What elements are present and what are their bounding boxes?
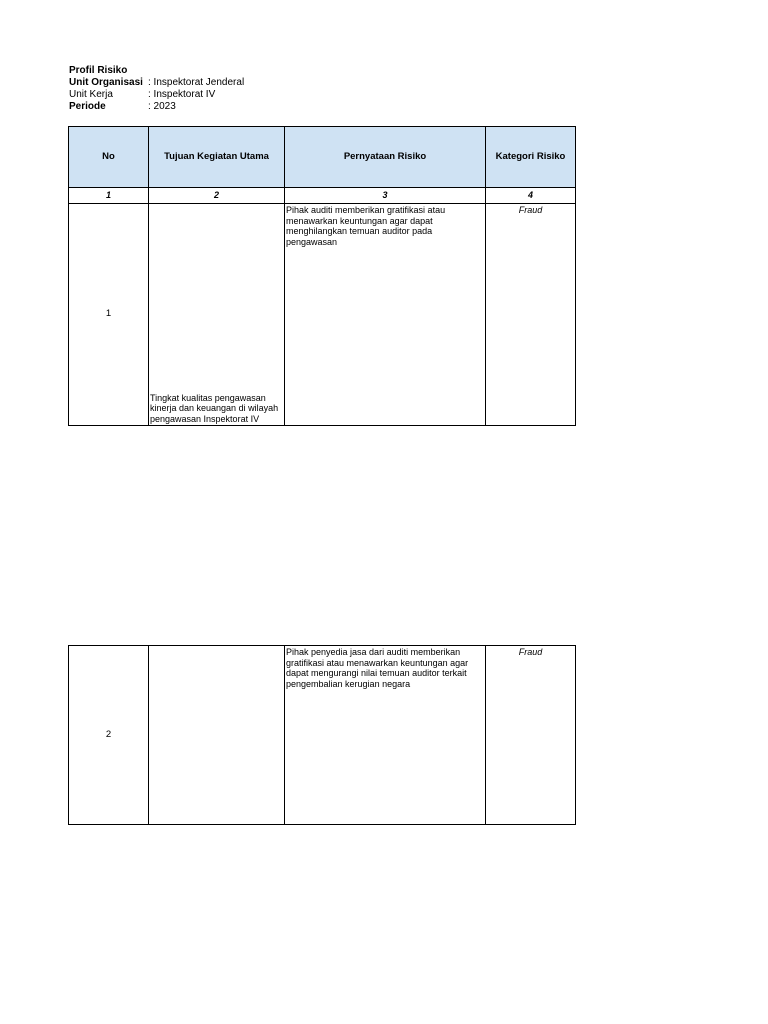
row-pernyataan: Pihak penyedia jasa dari auditi memberikan gratifikasi atau menawarkan keuntungan agar dapat mengurangi nilai temuan auditor terkait pengembalian kerugian negara	[285, 646, 486, 825]
document-title: Profil Risiko	[69, 65, 128, 76]
unit-kerja-label: Unit Kerja	[69, 89, 113, 100]
row-kategori: Fraud	[486, 204, 576, 426]
risk-table-page-2	[68, 645, 576, 825]
column-number: 4	[486, 188, 576, 204]
table-row	[69, 204, 576, 426]
unit-kerja-row	[69, 89, 244, 101]
row-tujuan	[149, 646, 285, 825]
header-no: No	[69, 127, 149, 188]
column-number: 2	[149, 188, 285, 204]
periode-value: : 2023	[148, 101, 176, 112]
header-kategori: Kategori Risiko	[486, 127, 576, 188]
table-row	[69, 646, 576, 825]
header-pernyataan: Pernyataan Risiko	[285, 127, 486, 188]
header-tujuan: Tujuan Kegiatan Utama	[149, 127, 285, 188]
row-pernyataan: Pihak auditi memberikan gratifikasi atau menawarkan keuntungan agar dapat menghilangkan temuan auditor pada pengawasan	[285, 204, 486, 426]
row-kategori: Fraud	[486, 646, 576, 825]
table-header-row	[69, 127, 576, 188]
periode-row	[69, 101, 244, 113]
column-number-row	[69, 188, 576, 204]
profile-header	[69, 65, 244, 113]
periode-label: Periode	[69, 101, 106, 112]
column-number: 3	[285, 188, 486, 204]
unit-organisasi-row	[69, 77, 244, 89]
column-number: 1	[69, 188, 149, 204]
unit-organisasi-label: Unit Organisasi	[69, 77, 143, 88]
row-no: 2	[69, 646, 149, 825]
row-tujuan: Tingkat kualitas pengawasan kinerja dan keuangan di wilayah pengawasan Inspektorat IV	[149, 204, 285, 426]
unit-organisasi-value: : Inspektorat Jenderal	[148, 77, 245, 88]
unit-kerja-value: : Inspektorat IV	[148, 89, 216, 100]
risk-table-page-1	[68, 126, 576, 426]
row-no: 1	[69, 204, 149, 426]
